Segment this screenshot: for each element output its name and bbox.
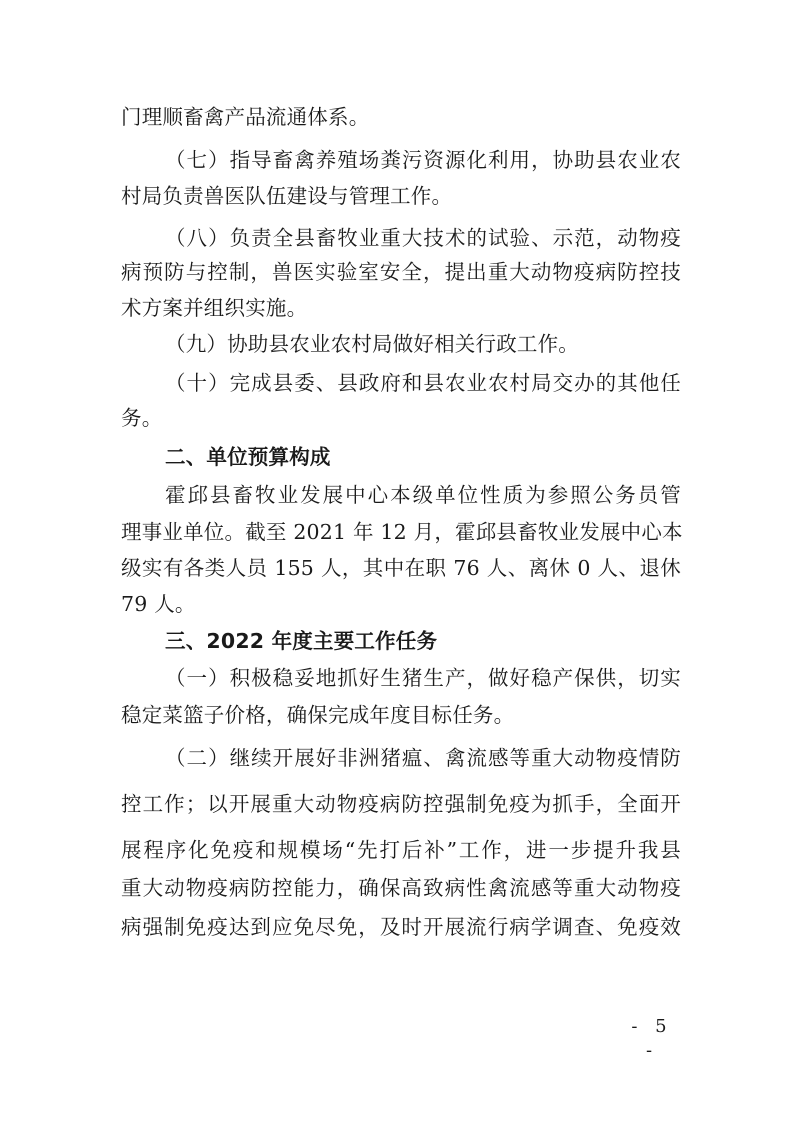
budget-paragraph-line-2: 理事业单位。截至 2021 年 12 月，霍邱县畜牧业发展中心本 bbox=[121, 520, 683, 544]
page-number: - 5 - bbox=[631, 1016, 673, 1061]
task-2-line-1: （二）继续开展好非洲猪瘟、禽流感等重大动物疫情防 bbox=[165, 746, 681, 770]
list-item-7-line-1: （七）指导畜禽养殖场粪污资源化利用，协助县农业农 bbox=[165, 148, 681, 172]
list-item-9-line-1: （九）协助县农业农村局做好相关行政工作。 bbox=[165, 332, 579, 356]
section-heading-budget: 二、单位预算构成 bbox=[165, 445, 331, 469]
section-heading-tasks: 三、2022 年度主要工作任务 bbox=[165, 629, 438, 653]
task-1-line-1: （一）积极稳妥地抓好生猪生产，做好稳产保供，切实 bbox=[165, 666, 681, 690]
list-item-8-line-3: 术方案并组织实施。 bbox=[121, 296, 308, 320]
budget-paragraph-line-1: 霍邱县畜牧业发展中心本级单位性质为参照公务员管 bbox=[165, 483, 681, 507]
list-item-7-line-2: 村局负责兽医队伍建设与管理工作。 bbox=[121, 184, 453, 208]
budget-paragraph-line-3: 级实有各类人员 155 人，其中在职 76 人、离休 0 人、退休 bbox=[121, 556, 681, 580]
body-line: 门理顺畜禽产品流通体系。 bbox=[121, 105, 370, 129]
list-item-8-line-2: 病预防与控制，兽医实验室安全，提出重大动物疫病防控技 bbox=[121, 260, 681, 284]
task-2-line-4: 重大动物疫病防控能力，确保高致病性禽流感等重大动物疫 bbox=[121, 876, 681, 900]
list-item-10-line-2: 务。 bbox=[121, 406, 163, 430]
task-1-line-2: 稳定菜篮子价格，确保完成年度目标任务。 bbox=[121, 703, 515, 727]
list-item-8-line-1: （八）负责全县畜牧业重大技术的试验、示范，动物疫 bbox=[165, 226, 681, 250]
budget-paragraph-line-4: 79 人。 bbox=[121, 592, 196, 616]
task-2-line-5: 病强制免疫达到应免尽免，及时开展流行病学调查、免疫效 bbox=[121, 915, 681, 939]
list-item-10-line-1: （十）完成县委、县政府和县农业农村局交办的其他任 bbox=[165, 371, 681, 395]
task-2-line-2: 控工作；以开展重大动物疫病防控强制免疫为抓手，全面开 bbox=[121, 792, 681, 816]
task-2-line-3: 展程序化免疫和规模场“先打后补”工作，进一步提升我县 bbox=[121, 838, 681, 862]
